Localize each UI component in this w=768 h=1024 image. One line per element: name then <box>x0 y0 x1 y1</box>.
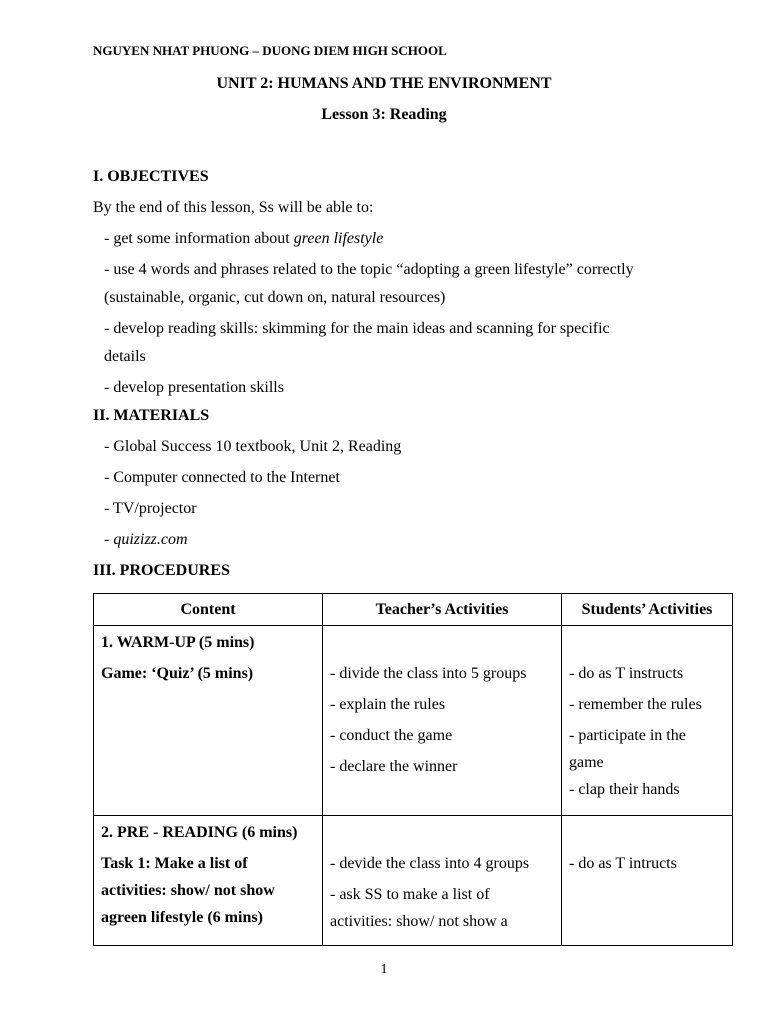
material-item-link-text: quizizz.com <box>113 531 188 548</box>
objective-item-continued: details <box>104 348 146 365</box>
content-cell <box>94 816 323 946</box>
teacher-activity: - ask SS to make a list of <box>330 886 490 903</box>
spacer <box>569 629 725 656</box>
objectives-section <box>93 163 693 402</box>
student-activity: - participate in the <box>569 727 686 744</box>
teacher-activity: - conduct the game <box>330 727 453 744</box>
table-header-row <box>94 594 733 626</box>
procedures-table <box>93 593 733 946</box>
unit-title: UNIT 2: HUMANS AND THE ENVIRONMENT <box>216 75 552 92</box>
spacer <box>330 819 554 846</box>
content-cell <box>94 626 323 816</box>
column-header-content: Content <box>94 594 323 626</box>
teacher-activities-cell <box>323 626 562 816</box>
column-header-teacher: Teacher’s Activities <box>323 594 562 626</box>
procedures-heading: III. PROCEDURES <box>93 562 230 579</box>
spacer <box>569 819 725 846</box>
teacher-activity-continued: activities: show/ not show a <box>330 913 508 930</box>
objective-item: - use 4 words and phrases related to the topic “adopting a green lifestyle” correctly <box>104 261 634 278</box>
task-title: Task 1: Make a list of <box>101 855 248 872</box>
activity-title: Game: ‘Quiz’ (5 mins) <box>101 665 254 682</box>
objective-item-continued: (sustainable, organic, cut down on, natural resources) <box>104 289 446 306</box>
student-activity: - do as T instructs <box>569 665 684 682</box>
objective-item-text: - get some information about <box>104 230 294 247</box>
lesson-title: Lesson 3: Reading <box>321 106 447 123</box>
teacher-activity: - declare the winner <box>330 758 458 775</box>
teacher-activity: - devide the class into 4 groups <box>330 855 530 872</box>
material-item <box>93 526 693 554</box>
objectives-intro: By the end of this lesson, Ss will be able to: <box>93 199 374 216</box>
objective-item-emphasis: green lifestyle <box>293 230 384 247</box>
student-activity-continued: game <box>569 754 604 771</box>
objectives-heading: I. OBJECTIVES <box>93 168 209 185</box>
materials-heading: II. MATERIALS <box>93 407 210 424</box>
student-activity: - remember the rules <box>569 696 702 713</box>
teacher-activity: - explain the rules <box>330 696 446 713</box>
materials-section <box>93 402 693 554</box>
table-row <box>94 816 733 946</box>
objective-item: - develop reading skills: skimming for the main ideas and scanning for specific <box>104 320 610 337</box>
material-item: - Computer connected to the Internet <box>104 469 340 486</box>
student-activity: - do as T intructs <box>569 855 677 872</box>
material-item-text: - <box>104 531 114 548</box>
objective-item: - develop presentation skills <box>104 379 284 396</box>
spacer <box>330 629 554 656</box>
objective-item <box>93 225 693 253</box>
column-header-students: Students’ Activities <box>562 594 733 626</box>
task-title-continued: activities: show/ not show <box>101 882 275 899</box>
students-activities-cell <box>562 816 733 946</box>
students-activities-cell <box>562 626 733 816</box>
teacher-activities-cell <box>323 816 562 946</box>
teacher-activity: - divide the class into 5 groups <box>330 665 527 682</box>
material-item: - TV/projector <box>104 500 197 517</box>
stage-title: 2. PRE - READING (6 mins) <box>101 824 298 841</box>
page-header: NGUYEN NHAT PHUONG – DUONG DIEM HIGH SCHOOL <box>93 43 447 58</box>
student-activity: - clap their hands <box>569 781 680 798</box>
task-title-continued: agreen lifestyle (6 mins) <box>101 909 263 926</box>
page-number: 1 <box>380 962 388 977</box>
table-row <box>94 626 733 816</box>
stage-title: 1. WARM-UP (5 mins) <box>101 634 255 651</box>
material-item: - Global Success 10 textbook, Unit 2, Reading <box>104 438 402 455</box>
